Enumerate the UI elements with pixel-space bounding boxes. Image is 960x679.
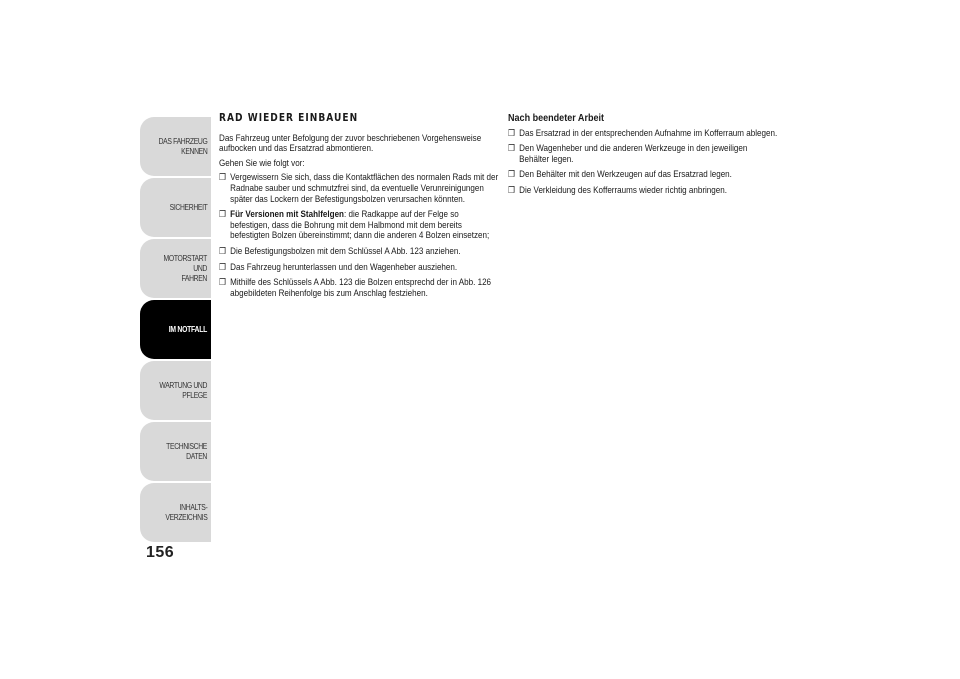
tab-label: TECHNISCHE DATEN [166, 441, 207, 461]
tab-label: WARTUNG UND PFLEGE [159, 380, 207, 400]
chapter-tabs [140, 117, 211, 544]
checkbox-bullet-icon: ❒ [219, 209, 226, 220]
tab-das-fahrzeug-kennen[interactable] [140, 117, 211, 176]
list-item-text: Das Fahrzeug herunterlassen und den Wagenheber ausziehen. [230, 260, 458, 272]
intro-paragraph: Das Fahrzeug unter Befolgung der zuvor beschriebenen Vorgehensweise aufbocken und das Ersatzrad abmontieren. [219, 131, 482, 154]
list-item [508, 143, 777, 164]
tab-inhaltsverzeichnis[interactable] [140, 483, 211, 542]
tab-label: INHALTS- VERZEICHNIS [165, 502, 207, 522]
instruction-list [508, 128, 777, 196]
tab-motorstart-und-fahren[interactable] [140, 239, 211, 298]
subsection-title: Nach beendeter Arbeit [508, 112, 605, 124]
list-item [219, 277, 498, 298]
instruction-list [219, 172, 498, 298]
list-item-text: Mithilfe des Schlüssels A Abb. 123 die Bolzen entsprechd der in Abb. 126 abgebildeten Reihenfolge bis zum Anschlag festziehen. [230, 276, 492, 298]
tab-im-notfall[interactable] [140, 300, 211, 359]
tab-wartung-und-pflege[interactable] [140, 361, 211, 420]
checkbox-bullet-icon: ❒ [219, 172, 226, 183]
tab-label: SICHERHEIT [169, 202, 207, 212]
list-item-text: : die Radkappe auf der Felge so befestigen, dass die Bohrung mit dem Halbmond mit dem bereits befestigten Bolzen übereinstimmt; dann die anderen 4 Bolzen einsetzen; [230, 208, 490, 241]
tab-technische-daten[interactable] [140, 422, 211, 481]
tab-sicherheit[interactable] [140, 178, 211, 237]
checkbox-bullet-icon: ❒ [219, 261, 226, 272]
list-item [219, 209, 498, 241]
list-item [219, 262, 498, 273]
checkbox-bullet-icon: ❒ [508, 184, 515, 195]
checkbox-bullet-icon: ❒ [219, 277, 226, 288]
left-column [219, 113, 499, 303]
checkbox-bullet-icon: ❒ [219, 245, 226, 256]
page-number: 156 [146, 544, 175, 561]
list-item [508, 185, 777, 196]
list-item-text: Das Ersatzrad in der entsprechenden Aufnahme im Kofferraum ablegen. [519, 126, 778, 138]
list-item-text: Den Wagenheber und die anderen Werkzeuge in den jeweiligen Behälter legen. [519, 142, 748, 164]
tab-label: IM NOTFALL [168, 324, 207, 334]
checkbox-bullet-icon: ❒ [508, 143, 515, 154]
list-item-text: Die Befestigungsbolzen mit dem Schlüssel A Abb. 123 anziehen. [230, 244, 461, 256]
list-item-bold: Für Versionen mit Stahlfelgen [230, 208, 344, 220]
right-column [508, 113, 778, 201]
tab-label: DAS FAHRZEUG KENNEN [158, 136, 207, 156]
list-item [219, 172, 498, 204]
lead-paragraph: Gehen Sie wie folgt vor: [219, 156, 305, 168]
checkbox-bullet-icon: ❒ [508, 127, 515, 138]
section-title: RAD WIEDER EINBAUEN [219, 112, 359, 124]
list-item-text: Die Verkleidung des Kofferraums wieder richtig anbringen. [519, 183, 727, 195]
list-item [219, 246, 498, 257]
list-item-text: Den Behälter mit den Werkzeugen auf das Ersatzrad legen. [519, 168, 732, 180]
list-item-text: Vergewissern Sie sich, dass die Kontaktflächen des normalen Rads mit der Radnabe sauber und schmutzfrei sind, da eventuelle Verunreinigungen später das Lockern der Befestigungsbolzen verursachen könnten. [230, 171, 499, 204]
checkbox-bullet-icon: ❒ [508, 169, 515, 180]
list-item [508, 128, 777, 139]
list-item [508, 169, 777, 180]
tab-label: MOTORSTART UND FAHREN [163, 253, 207, 283]
